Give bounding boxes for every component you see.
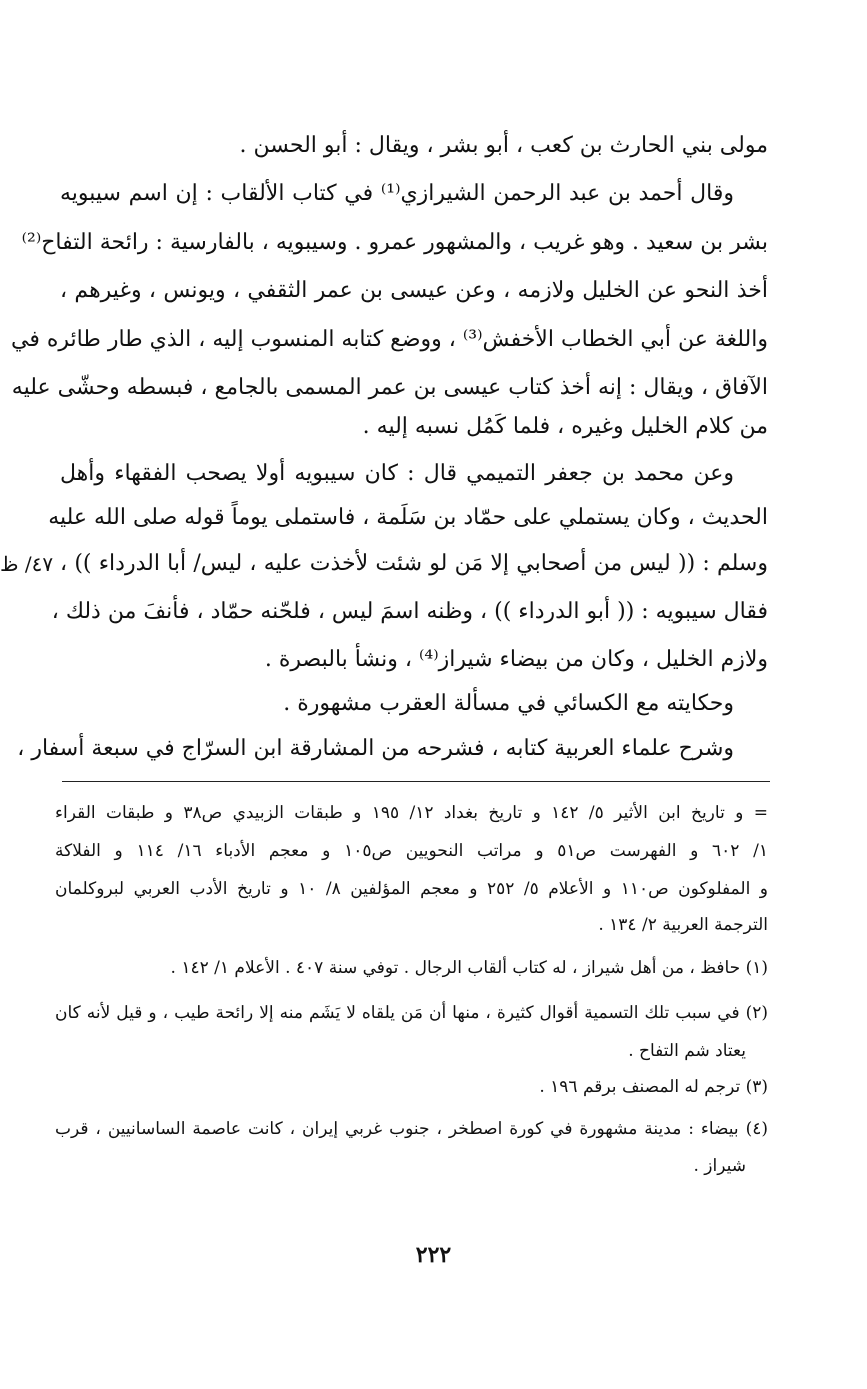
body-line: فقال سيبويه : (( أبو الدرداء )) ، وظنه اسمَ ليس ، فلحّنه حمّاد ، فأنفَ من ذلك ، — [51, 599, 768, 624]
footnote-line: و المفلوكون ص١١٠ و الأعلام ٥/ ٢٥٢ و معجم المؤلفين ٨/ ١٠ و تاريخ الأدب العربي لبروكلمان — [55, 879, 769, 899]
page-number: ٢٢٢ — [415, 1242, 452, 1268]
footnote-1: (١) حافظ ، من أهل شيراز ، له كتاب ألقاب الرجال . توفي سنة ٤٠٧ . الأعلام ١/ ١٤٢ . — [170, 958, 768, 978]
footnote-2: (٢) في سبب تلك التسمية أقوال كثيرة ، منها أن مَن يلقاه لا يَشَم منه إلا رائحة طيب ، و قيل لأنه كان — [55, 1003, 768, 1023]
body-line: وعن محمد بن جعفر التميمي قال : كان سيبويه أولا يصحب الفقهاء وأهل — [60, 461, 734, 486]
footnote-4: (٤) بيضاء : مدينة مشهورة في كورة اصطخر ، جنوب غربي إيران ، كانت عاصمة الساسانيين ، قرب — [55, 1119, 768, 1139]
body-line: مولى بني الحارث بن كعب ، أبو بشر ، ويقال : أبو الحسن . — [239, 133, 768, 158]
footnote-line: ١/ ٦٠٢ و الفهرست ص٥١ و مراتب النحويين ص١٠٥ و معجم الأدباء ١٦/ ١١٤ و الفلاكة — [55, 841, 769, 861]
body-line: وحكايته مع الكسائي في مسألة العقرب مشهورة . — [283, 691, 734, 716]
body-line: وقال أحمد بن عبد الرحمن الشيرازي⁽¹⁾ في كتاب الألقاب : إن اسم سيبويه — [60, 181, 734, 206]
footnote-line: الترجمة العربية ٢/ ١٣٤ . — [598, 915, 768, 935]
body-line: بشر بن سعيد . وهو غريب ، والمشهور عمرو . وسيبويه ، بالفارسية : رائحة التفاح⁽²⁾ — [21, 230, 768, 255]
footnote-2-continuation: يعتاد شم التفاح . — [628, 1041, 746, 1061]
body-line: من كلام الخليل وغيره ، فلما كَمُل نسبه إليه . — [362, 414, 768, 439]
body-line: ولازم الخليل ، وكان من بيضاء شيراز⁽⁴⁾ ، ونشأ بالبصرة . — [264, 647, 768, 672]
body-line: واللغة عن أبي الخطاب الأخفش⁽³⁾ ، ووضع كتابه المنسوب إليه ، الذي طار طائره في — [10, 327, 768, 352]
body-line: الحديث ، وكان يستملي على حمّاد بن سَلَمة ، فاستملى يوماً قوله صلى الله عليه — [48, 505, 768, 530]
body-line: أخذ النحو عن الخليل ولازمه ، وعن عيسى بن عمر الثقفي ، ويونس ، وغيرهم ، — [60, 278, 768, 303]
margin-folio-note: ٤٧/ ظ — [0, 552, 54, 576]
footnote-3: (٣) ترجم له المصنف برقم ١٩٦ . — [539, 1077, 768, 1097]
body-line: الآفاق ، ويقال : إنه أخذ كتاب عيسى بن عمر المسمى بالجامع ، فبسطه وحشّى عليه — [11, 375, 768, 400]
body-line: وسلم : (( ليس من أصحابي إلا مَن لو شئت لأخذت عليه ، ليس/ أبا الدرداء )) ، — [60, 551, 768, 576]
body-line: وشرح علماء العربية كتابه ، فشرحه من المشارقة ابن السرّاج في سبعة أسفار ، — [17, 736, 734, 761]
footnote-separator — [62, 781, 770, 782]
footnote-line: = و تاريخ ابن الأثير ٥/ ١٤٢ و تاريخ بغداد ١٢/ ١٩٥ و طبقات الزبيدي ص٣٨ و طبقات القراء — [55, 803, 768, 823]
footnote-4-continuation: شيراز . — [693, 1156, 746, 1176]
